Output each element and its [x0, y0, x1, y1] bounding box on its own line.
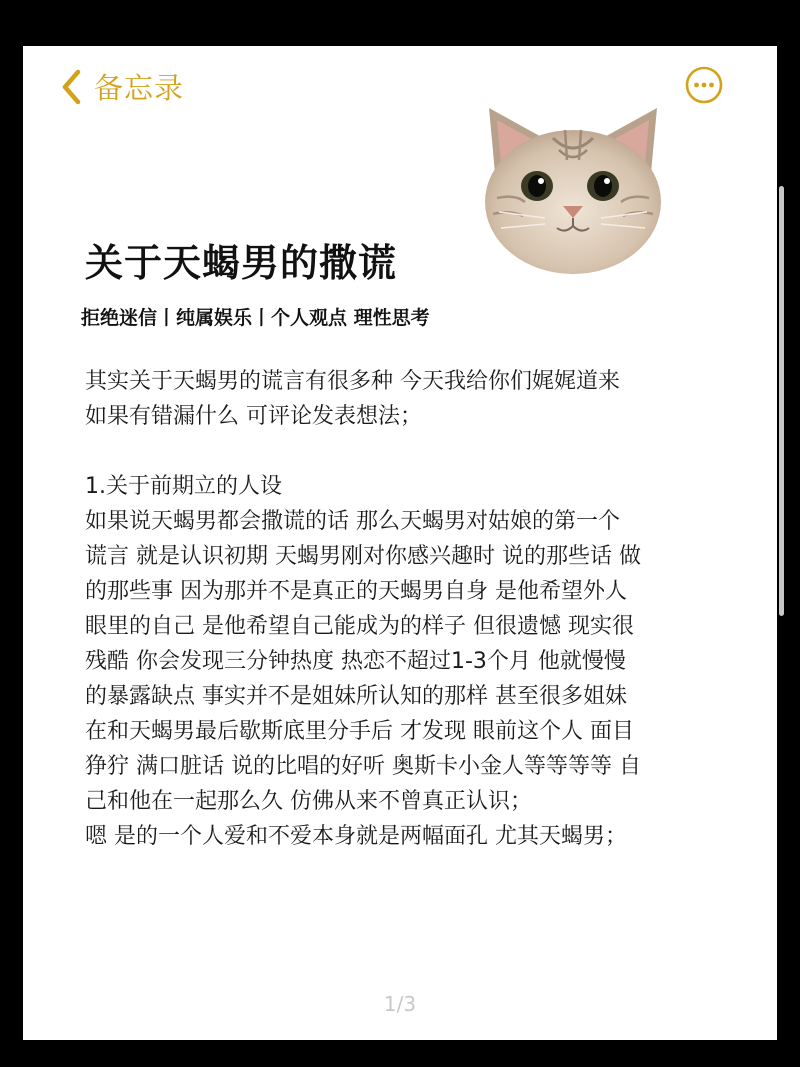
note-title: 关于天蝎男的撒谎 [85, 241, 398, 285]
body-line: 如果有错漏什么 可评论发表想法； [85, 404, 422, 429]
cat-face-image [475, 98, 671, 278]
body-line: 如果说天蝎男都会撒谎的话 那么天蝎男对姑娘的第一个 [85, 509, 620, 534]
body-line: 己和他在一起那么久 仿佛从来不曾真正认识； [85, 789, 532, 814]
body-line: 狰狞 满口脏话 说的比唱的好听 奥斯卡小金人等等等等 自 [85, 754, 641, 779]
note-card [23, 46, 777, 1040]
body-line: 在和天蝎男最后歇斯底里分手后 才发现 眼前这个人 面目 [85, 719, 634, 744]
scrollbar[interactable] [779, 186, 784, 616]
body-line: 的暴露缺点 事实并不是姐妹所认知的那样 甚至很多姐妹 [85, 684, 627, 709]
body-line: 的那些事 因为那并不是真正的天蝎男自身 是他希望外人 [85, 579, 627, 604]
body-line: 谎言 就是认识初期 天蝎男刚对你感兴趣时 说的那些话 做 [85, 544, 641, 569]
body-line: 其实关于天蝎男的谎言有很多种 今天我给你们娓娓道来 [85, 369, 620, 394]
paragraph-gap [85, 434, 725, 469]
body-line: 眼里的自己 是他希望自己能成为的样子 但很遗憾 现实很 [85, 614, 634, 639]
more-options-icon [685, 89, 723, 108]
chevron-left-icon [60, 69, 82, 105]
note-body [85, 364, 725, 854]
back-label: 备忘录 [94, 71, 185, 105]
back-button[interactable] [60, 66, 184, 107]
section-heading: 1.关于前期立的人设 [85, 474, 282, 499]
body-line: 嗯 是的一个人爱和不爱本身就是两幅面孔 尤其天蝎男； [85, 824, 627, 849]
page-indicator: 1/3 [383, 992, 417, 1016]
body-line: 残酷 你会发现三分钟热度 热恋不超过1-3个月 他就慢慢 [85, 649, 626, 674]
note-tags: 拒绝迷信丨纯属娱乐丨个人观点 理性思考 [81, 307, 430, 329]
more-options-button[interactable] [685, 66, 723, 104]
